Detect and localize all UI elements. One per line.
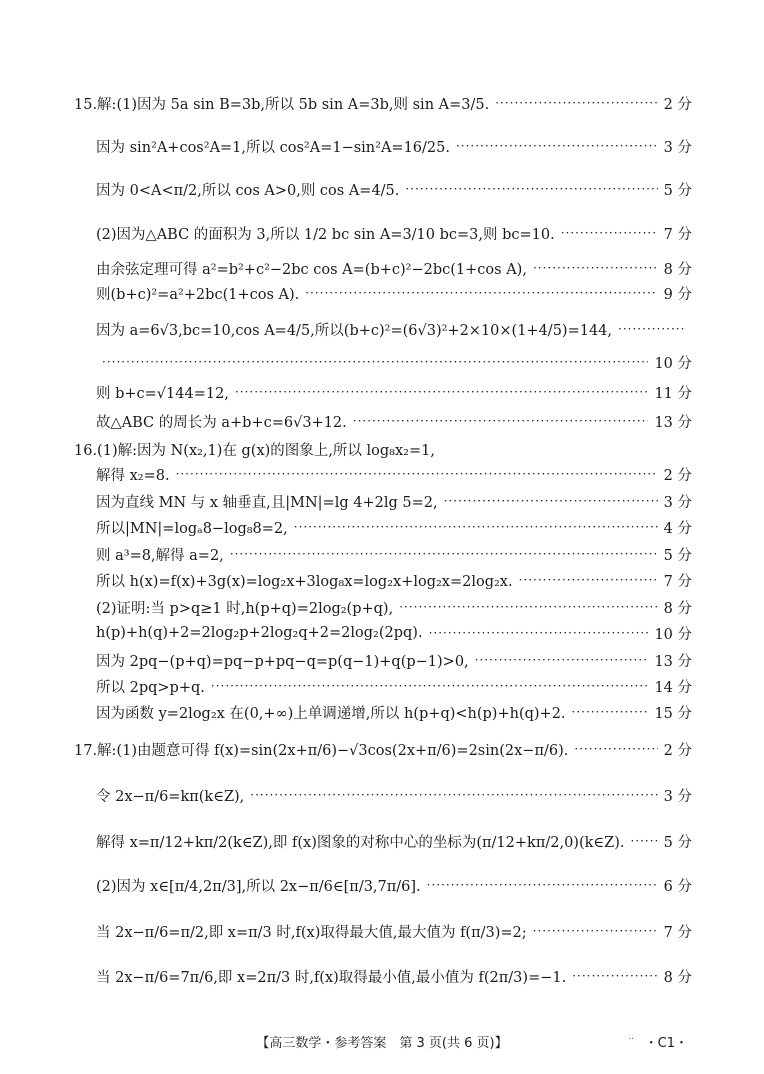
score-label: 10 分 (654, 355, 692, 372)
leader-dots (572, 701, 649, 723)
answer-text: 所以 h(x)=f(x)+3g(x)=log₂x+3log₈x=log₂x+log₂x=2log₂x. (96, 573, 513, 590)
answer-line-16-1 (74, 438, 692, 460)
leader-dots (475, 649, 649, 671)
leader-dots (427, 874, 658, 896)
answer-line-17-6 (96, 965, 692, 987)
answer-text: 令 2x−π/6=kπ(k∈Z), (96, 788, 245, 805)
answer-line-16-8 (96, 622, 692, 644)
leader-dots (533, 257, 658, 279)
answer-text: 因为 2pq−(p+q)=pq−p+pq−q=p(q−1)+q(p−1)>0, (96, 653, 469, 670)
score-label: 5 分 (663, 834, 692, 851)
answer-text: (2)因为△ABC 的面积为 3,所以 1/2 bc sin A=3/10 bc=3,则 bc=10. (96, 226, 555, 243)
answer-text: 则 a³=8,解得 a=2, (96, 547, 224, 564)
leader-dots (250, 784, 657, 806)
answer-text: 解得 x₂=8. (96, 467, 170, 484)
score-label: 13 分 (654, 653, 692, 670)
answer-line-15-3 (96, 178, 692, 200)
answer-line-16-9 (96, 649, 692, 671)
answer-line-15-10 (96, 410, 692, 432)
score-label: 3 分 (663, 788, 692, 805)
answer-line-15-7 (96, 318, 692, 340)
answer-line-17-3 (96, 830, 692, 852)
answer-line-17-4 (96, 874, 692, 896)
answer-text: 所以 2pq>p+q. (96, 679, 205, 696)
leader-dots (561, 222, 658, 244)
answer-text: 由余弦定理可得 a²=b²+c²−2bc cos A=(b+c)²−2bc(1+cos A), (96, 261, 527, 278)
answer-line-17-5 (96, 920, 692, 942)
answer-text: 15.解:(1)因为 5a sin B=3b,所以 5b sin A=3b,则 sin A=3/5. (74, 96, 490, 113)
page-footer (0, 1032, 764, 1052)
score-label: 7 分 (663, 924, 692, 941)
answer-text: 则(b+c)²=a²+2bc(1+cos A). (96, 286, 300, 303)
answer-line-16-11 (96, 701, 692, 723)
answer-text: 解得 x=π/12+kπ/2(k∈Z),即 f(x)图象的对称中心的坐标为(π/12+kπ/2,0)(k∈Z). (96, 834, 625, 851)
leader-dots (353, 410, 649, 432)
leader-dots (399, 596, 657, 618)
footer-code: ・C1・ (644, 1036, 688, 1051)
score-label: 6 分 (663, 878, 692, 895)
leader-dots (456, 135, 658, 157)
answer-line-15-1 (74, 92, 692, 114)
answer-line-16-6 (96, 569, 692, 591)
answer-line-16-4 (96, 516, 692, 538)
footer-mark: .. (628, 1032, 634, 1042)
answer-text: 16.(1)解:因为 N(x₂,1)在 g(x)的图象上,所以 log₈x₂=1, (74, 442, 435, 459)
score-label: 8 分 (663, 969, 692, 986)
score-label: 8 分 (663, 261, 692, 278)
answer-text: (2)因为 x∈[π/4,2π/3],所以 2x−π/6∈[π/3,7π/6]. (96, 878, 421, 895)
score-label: 3 分 (663, 494, 692, 511)
leader-dots (211, 675, 649, 697)
answer-line-16-3 (96, 490, 692, 512)
score-label: 15 分 (654, 705, 692, 722)
answer-text: 故△ABC 的周长为 a+b+c=6√3+12. (96, 414, 347, 431)
score-label: 7 分 (663, 573, 692, 590)
answer-text: 则 b+c=√144=12, (96, 385, 229, 402)
score-label: 7 分 (663, 226, 692, 243)
answer-text: 当 2x−π/6=7π/6,即 x=2π/3 时,f(x)取得最小值,最小值为 f(2π/3)=−1. (96, 969, 567, 986)
leader-dots (405, 178, 657, 200)
answer-line-15-8 (96, 351, 692, 373)
answer-text: 因为 a=6√3,bc=10,cos A=4/5,所以(b+c)²=(6√3)²+2×10×(1+4/5)=144, (96, 322, 613, 339)
score-label: 8 分 (663, 600, 692, 617)
score-label: 5 分 (663, 547, 692, 564)
answer-text: 因为直线 MN 与 x 轴垂直,且|MN|=lg 4+2lg 5=2, (96, 494, 438, 511)
score-label: 13 分 (654, 414, 692, 431)
leader-dots (444, 490, 658, 512)
answer-text: 因为 sin²A+cos²A=1,所以 cos²A=1−sin²A=16/25. (96, 139, 450, 156)
answer-text: h(p)+h(q)+2=2log₂p+2log₂q+2=2log₂(2pq). (96, 625, 423, 641)
answer-text: 因为函数 y=2log₂x 在(0,+∞)上单调递增,所以 h(p+q)<h(p)+h(q)+2. (96, 705, 566, 722)
score-label: 2 分 (663, 742, 692, 759)
leader-dots (230, 543, 658, 565)
footer-page-info: 【高三数学・参考答案 第 3 页(共 6 页)】 (256, 1036, 508, 1051)
answer-line-15-6 (96, 282, 692, 304)
leader-dots (102, 351, 648, 373)
leader-dots (533, 920, 658, 942)
score-label: 14 分 (654, 679, 692, 696)
score-label: 2 分 (663, 467, 692, 484)
leader-dots (305, 282, 657, 304)
leader-dots (294, 516, 658, 538)
leader-dots (574, 738, 657, 760)
answer-line-17-2 (96, 784, 692, 806)
score-label: 5 分 (663, 182, 692, 199)
leader-dots (519, 569, 658, 591)
leader-dots (176, 463, 658, 485)
leader-dots (630, 830, 657, 852)
answer-text: (2)证明:当 p>q≥1 时,h(p+q)=2log₂(p+q), (96, 600, 394, 617)
answer-line-15-9 (96, 381, 692, 403)
score-label: 4 分 (663, 520, 692, 537)
answer-text: 17.解:(1)由题意可得 f(x)=sin(2x+π/6)−√3cos(2x+π/6)=2sin(2x−π/6). (74, 742, 569, 759)
score-label: 11 分 (654, 385, 692, 402)
score-label: 10 分 (654, 626, 692, 643)
score-label: 2 分 (663, 96, 692, 113)
answer-line-15-5 (96, 257, 692, 279)
answer-line-16-10 (96, 675, 692, 697)
answer-text: 所以|MN|=logₐ8−log₈8=2, (96, 520, 288, 537)
leader-dots (495, 92, 657, 114)
answer-line-17-1 (74, 738, 692, 760)
answer-line-16-2 (96, 463, 692, 485)
leader-dots (429, 622, 649, 644)
answer-line-15-4 (96, 222, 692, 244)
score-label: 3 分 (663, 139, 692, 156)
answer-text: 当 2x−π/6=π/2,即 x=π/3 时,f(x)取得最大值,最大值为 f(π/3)=2; (96, 924, 527, 941)
answer-line-15-2 (96, 135, 692, 157)
score-label: 9 分 (663, 286, 692, 303)
leader-dots (572, 965, 657, 987)
answer-text: 因为 0<A<π/2,所以 cos A>0,则 cos A=4/5. (96, 182, 400, 199)
answer-line-16-7 (96, 596, 692, 618)
leader-dots (235, 381, 649, 403)
leader-dots (618, 318, 686, 340)
answer-line-16-5 (96, 543, 692, 565)
